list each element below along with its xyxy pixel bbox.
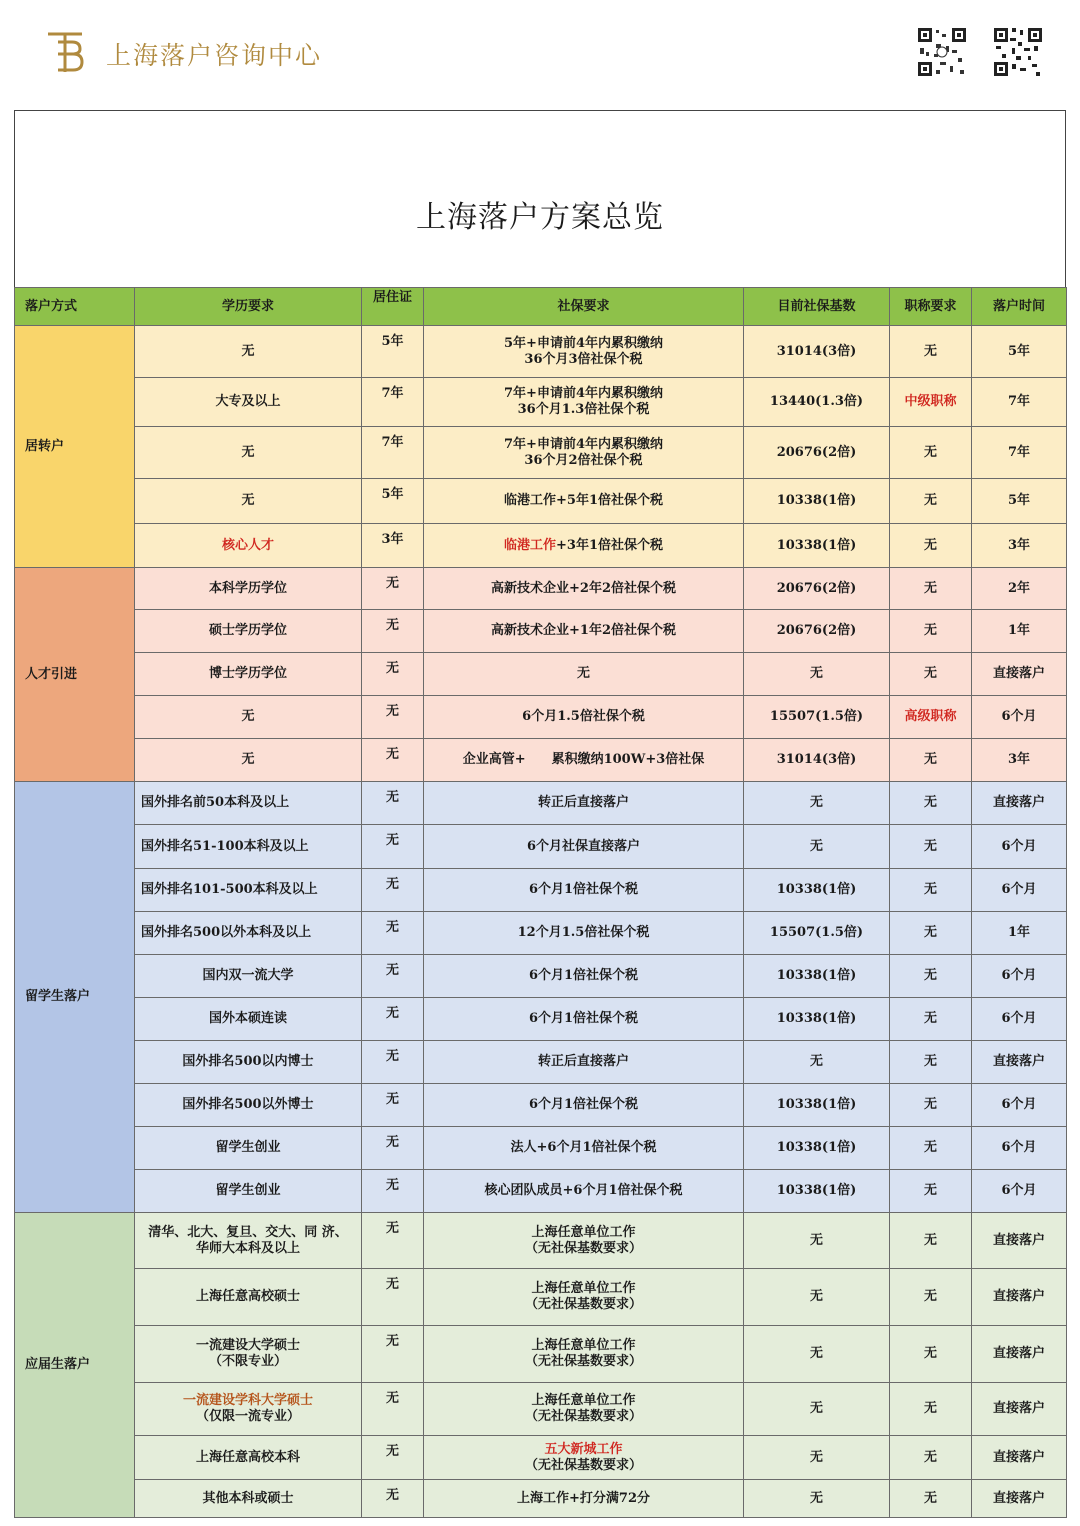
social-base-cell: 无 xyxy=(744,1436,890,1480)
table-row xyxy=(15,825,1067,869)
table-row xyxy=(15,1480,1067,1518)
social-security-cell: 临港工作+5年1倍社保个税 xyxy=(424,479,744,524)
table-row xyxy=(15,998,1067,1041)
social-base-cell: 无 xyxy=(744,1383,890,1436)
category-cell: 居转户 xyxy=(15,326,135,568)
title-requirement-cell: 无 xyxy=(890,869,972,912)
residence-permit-cell: 无 xyxy=(362,1480,424,1518)
table-row xyxy=(15,479,1067,524)
social-security-cell: 6个月1倍社保个税 xyxy=(424,955,744,998)
table-row xyxy=(15,326,1067,378)
table-row xyxy=(15,1383,1067,1436)
social-security-cell: 法人+6个月1倍社保个税 xyxy=(424,1127,744,1170)
social-base-cell: 20676(2倍) xyxy=(744,568,890,610)
social-base-cell: 31014(3倍) xyxy=(744,739,890,782)
social-base-cell: 10338(1倍) xyxy=(744,479,890,524)
column-header: 落户方式 xyxy=(15,288,135,326)
residence-permit-cell: 无 xyxy=(362,998,424,1041)
title-requirement-cell: 无 xyxy=(890,1127,972,1170)
residence-permit-cell: 无 xyxy=(362,653,424,696)
social-security-cell: 高新技术企业+2年2倍社保个税 xyxy=(424,568,744,610)
category-cell: 应届生落户 xyxy=(15,1213,135,1518)
title-requirement-cell: 无 xyxy=(890,1269,972,1326)
table-row xyxy=(15,696,1067,739)
settlement-time-cell: 1年 xyxy=(972,912,1067,955)
social-base-cell: 10338(1倍) xyxy=(744,1127,890,1170)
social-security-cell: 上海任意单位工作 （无社保基数要求） xyxy=(424,1383,744,1436)
social-security-cell: 6个月1倍社保个税 xyxy=(424,1084,744,1127)
title-requirement-cell: 无 xyxy=(890,912,972,955)
page-header xyxy=(0,0,1080,105)
education-cell: 博士学历学位 xyxy=(135,653,362,696)
settlement-time-cell: 直接落户 xyxy=(972,1480,1067,1518)
column-header: 学历要求 xyxy=(135,288,362,326)
education-note: （仅限一流专业） xyxy=(195,1409,300,1424)
social-base-cell: 15507(1.5倍) xyxy=(744,912,890,955)
settlement-time-cell: 5年 xyxy=(972,479,1067,524)
title-area xyxy=(14,110,1066,287)
title-requirement-cell: 无 xyxy=(890,1436,972,1480)
table-row xyxy=(15,568,1067,610)
education-cell: 核心人才 xyxy=(135,524,362,568)
social-base-cell: 31014(3倍) xyxy=(744,326,890,378)
title-requirement-cell: 无 xyxy=(890,998,972,1041)
education-cell: 国外本硕连读 xyxy=(135,998,362,1041)
social-security-cell: 无 xyxy=(424,653,744,696)
title-requirement-cell: 无 xyxy=(890,782,972,825)
settlement-time-cell: 直接落户 xyxy=(972,782,1067,825)
social-base-cell: 无 xyxy=(744,825,890,869)
education-cell: 国外排名500以内博士 xyxy=(135,1041,362,1084)
table-row xyxy=(15,1041,1067,1084)
social-security-cell: 高新技术企业+1年2倍社保个税 xyxy=(424,610,744,653)
settlement-time-cell: 直接落户 xyxy=(972,1383,1067,1436)
social-base-cell: 13440(1.3倍) xyxy=(744,378,890,427)
social-base-cell: 无 xyxy=(744,1269,890,1326)
education-cell: 国内双一流大学 xyxy=(135,955,362,998)
social-security-cell xyxy=(424,524,744,568)
social-security-cell: 转正后直接落户 xyxy=(424,1041,744,1084)
residence-permit-cell: 3年 xyxy=(362,524,424,568)
column-header: 居住证 xyxy=(362,288,424,326)
title-requirement-cell: 无 xyxy=(890,479,972,524)
social-security-cell: 上海任意单位工作 （无社保基数要求） xyxy=(424,1269,744,1326)
column-header: 目前社保基数 xyxy=(744,288,890,326)
education-cell: 留学生创业 xyxy=(135,1127,362,1170)
settlement-time-cell: 3年 xyxy=(972,524,1067,568)
education-cell: 其他本科或硕士 xyxy=(135,1480,362,1518)
settlement-time-cell: 3年 xyxy=(972,739,1067,782)
social-base-cell: 无 xyxy=(744,1041,890,1084)
title-requirement-cell: 高级职称 xyxy=(890,696,972,739)
settlement-time-cell: 6个月 xyxy=(972,1170,1067,1213)
title-requirement-cell: 无 xyxy=(890,653,972,696)
social-security-cell: 7年+申请前4年内累积缴纳 36个月2倍社保个税 xyxy=(424,427,744,479)
residence-permit-cell: 无 xyxy=(362,1383,424,1436)
residence-permit-cell: 无 xyxy=(362,1170,424,1213)
settlement-time-cell: 6个月 xyxy=(972,1127,1067,1170)
category-cell: 人才引进 xyxy=(15,568,135,782)
residence-permit-cell: 无 xyxy=(362,739,424,782)
title-requirement-cell: 无 xyxy=(890,825,972,869)
table-row xyxy=(15,782,1067,825)
settlement-time-cell: 直接落户 xyxy=(972,1269,1067,1326)
settlement-time-cell: 6个月 xyxy=(972,825,1067,869)
table-row xyxy=(15,1170,1067,1213)
education-cell: 无 xyxy=(135,479,362,524)
residence-permit-cell: 无 xyxy=(362,610,424,653)
social-base-cell: 15507(1.5倍) xyxy=(744,696,890,739)
social-base-cell: 无 xyxy=(744,1326,890,1383)
social-base-cell: 无 xyxy=(744,653,890,696)
social-base-cell: 10338(1倍) xyxy=(744,524,890,568)
table-row xyxy=(15,610,1067,653)
table-row xyxy=(15,1213,1067,1269)
settlement-time-cell: 5年 xyxy=(972,326,1067,378)
title-requirement-cell: 中级职称 xyxy=(890,378,972,427)
title-requirement-cell: 无 xyxy=(890,1041,972,1084)
social-security-cell: 转正后直接落户 xyxy=(424,782,744,825)
settlement-time-cell: 2年 xyxy=(972,568,1067,610)
settlement-table xyxy=(14,287,1067,1518)
social-base-cell: 无 xyxy=(744,782,890,825)
residence-permit-cell: 无 xyxy=(362,1269,424,1326)
table-row xyxy=(15,653,1067,696)
residence-permit-cell: 无 xyxy=(362,869,424,912)
table-row xyxy=(15,524,1067,568)
social-security-cell: 6个月1倍社保个税 xyxy=(424,869,744,912)
settlement-time-cell: 直接落户 xyxy=(972,653,1067,696)
settlement-time-cell: 6个月 xyxy=(972,1084,1067,1127)
column-header: 社保要求 xyxy=(424,288,744,326)
social-security-cell: 6个月1倍社保个税 xyxy=(424,998,744,1041)
social-base-cell: 10338(1倍) xyxy=(744,955,890,998)
education-cell: 大专及以上 xyxy=(135,378,362,427)
title-requirement-cell: 无 xyxy=(890,568,972,610)
settlement-time-cell: 直接落户 xyxy=(972,1326,1067,1383)
residence-permit-cell: 无 xyxy=(362,1436,424,1480)
social-security-cell: 7年+申请前4年内累积缴纳 36个月1.3倍社保个税 xyxy=(424,378,744,427)
education-cell xyxy=(135,1383,362,1436)
title-requirement-cell: 无 xyxy=(890,610,972,653)
title-requirement-cell: 无 xyxy=(890,1213,972,1269)
residence-permit-cell: 无 xyxy=(362,1084,424,1127)
residence-permit-cell: 5年 xyxy=(362,479,424,524)
residence-permit-cell: 无 xyxy=(362,1127,424,1170)
residence-permit-cell: 5年 xyxy=(362,326,424,378)
education-cell: 无 xyxy=(135,326,362,378)
table-row xyxy=(15,1436,1067,1480)
education-cell: 国外排名前50本科及以上 xyxy=(135,782,362,825)
settlement-time-cell: 1年 xyxy=(972,610,1067,653)
education-cell: 无 xyxy=(135,427,362,479)
education-cell: 国外排名101-500本科及以上 xyxy=(135,869,362,912)
education-cell: 上海任意高校硕士 xyxy=(135,1269,362,1326)
education-cell: 无 xyxy=(135,696,362,739)
residence-permit-cell: 无 xyxy=(362,568,424,610)
title-requirement-cell: 无 xyxy=(890,1326,972,1383)
settlement-time-cell: 6个月 xyxy=(972,696,1067,739)
education-cell: 无 xyxy=(135,739,362,782)
qr-code-icon[interactable] xyxy=(916,26,968,78)
education-cell: 清华、北大、复旦、交大、同 济、 华师大本科及以上 xyxy=(135,1213,362,1269)
residence-permit-cell: 无 xyxy=(362,1326,424,1383)
table-row xyxy=(15,378,1067,427)
social-security-cell xyxy=(424,1436,744,1480)
title-requirement-cell: 无 xyxy=(890,1084,972,1127)
social-base-cell: 无 xyxy=(744,1480,890,1518)
page-title: 上海落户方案总览 xyxy=(416,200,664,235)
social-base-cell: 20676(2倍) xyxy=(744,427,890,479)
education-cell: 国外排名51-100本科及以上 xyxy=(135,825,362,869)
social-security-cell: 上海任意单位工作 （无社保基数要求） xyxy=(424,1326,744,1383)
residence-permit-cell: 无 xyxy=(362,955,424,998)
social-security-cell: 12个月1.5倍社保个税 xyxy=(424,912,744,955)
social-security-cell: 6个月社保直接落户 xyxy=(424,825,744,869)
title-requirement-cell: 无 xyxy=(890,326,972,378)
social-security-cell: 上海任意单位工作 （无社保基数要求） xyxy=(424,1213,744,1269)
social-security-cell: 5年+申请前4年内累积缴纳 36个月3倍社保个税 xyxy=(424,326,744,378)
education-cell: 上海任意高校本科 xyxy=(135,1436,362,1480)
table-row xyxy=(15,1084,1067,1127)
settlement-time-cell: 直接落户 xyxy=(972,1213,1067,1269)
settlement-time-cell: 6个月 xyxy=(972,955,1067,998)
settlement-time-cell: 直接落户 xyxy=(972,1436,1067,1480)
table-row xyxy=(15,912,1067,955)
education-cell: 国外排名500以外博士 xyxy=(135,1084,362,1127)
social-security-highlight: 临港工作 xyxy=(504,537,557,553)
social-base-cell: 10338(1倍) xyxy=(744,1084,890,1127)
education-highlight: 一流建设学科大学硕士 xyxy=(182,1393,313,1408)
social-security-highlight: 五大新城工作 xyxy=(544,1441,623,1457)
title-requirement-cell: 无 xyxy=(890,427,972,479)
table-row xyxy=(15,1127,1067,1170)
social-base-cell: 10338(1倍) xyxy=(744,1170,890,1213)
residence-permit-cell: 无 xyxy=(362,1213,424,1269)
residence-permit-cell: 无 xyxy=(362,782,424,825)
category-cell: 留学生落户 xyxy=(15,782,135,1213)
table-row xyxy=(15,955,1067,998)
residence-permit-cell: 无 xyxy=(362,696,424,739)
title-requirement-cell: 无 xyxy=(890,524,972,568)
social-security-note: +3年1倍社保个税 xyxy=(556,537,663,553)
settlement-time-cell: 直接落户 xyxy=(972,1041,1067,1084)
settlement-time-cell: 6个月 xyxy=(972,869,1067,912)
title-requirement-cell: 无 xyxy=(890,955,972,998)
settlement-time-cell: 7年 xyxy=(972,378,1067,427)
table-header-row xyxy=(15,288,1067,326)
social-base-cell: 无 xyxy=(744,1213,890,1269)
social-security-cell: 上海工作+打分满72分 xyxy=(424,1480,744,1518)
title-requirement-cell: 无 xyxy=(890,1170,972,1213)
column-header: 落户时间 xyxy=(972,288,1067,326)
social-security-cell: 企业高管+ 累积缴纳100W+3倍社保 xyxy=(424,739,744,782)
title-requirement-cell: 无 xyxy=(890,1383,972,1436)
social-security-cell: 6个月1.5倍社保个税 xyxy=(424,696,744,739)
tb-monogram-icon xyxy=(44,28,86,76)
table-row xyxy=(15,869,1067,912)
table-row xyxy=(15,427,1067,479)
table-row xyxy=(15,739,1067,782)
title-requirement-cell: 无 xyxy=(890,1480,972,1518)
education-cell: 一流建设大学硕士 （不限专业） xyxy=(135,1326,362,1383)
residence-permit-cell: 无 xyxy=(362,1041,424,1084)
social-base-cell: 20676(2倍) xyxy=(744,610,890,653)
residence-permit-cell: 无 xyxy=(362,912,424,955)
residence-permit-cell: 7年 xyxy=(362,378,424,427)
table-row xyxy=(15,1269,1067,1326)
education-cell: 本科学历学位 xyxy=(135,568,362,610)
social-base-cell: 10338(1倍) xyxy=(744,998,890,1041)
residence-permit-cell: 无 xyxy=(362,825,424,869)
settlement-time-cell: 7年 xyxy=(972,427,1067,479)
brand-name: 上海落户咨询中心 xyxy=(106,41,323,70)
settlement-time-cell: 6个月 xyxy=(972,998,1067,1041)
title-requirement-cell: 无 xyxy=(890,739,972,782)
education-cell: 硕士学历学位 xyxy=(135,610,362,653)
column-header: 职称要求 xyxy=(890,288,972,326)
social-base-cell: 10338(1倍) xyxy=(744,869,890,912)
social-security-cell: 核心团队成员+6个月1倍社保个税 xyxy=(424,1170,744,1213)
social-security-note: （无社保基数要求） xyxy=(524,1457,642,1473)
education-cell: 国外排名500以外本科及以上 xyxy=(135,912,362,955)
qr-code-icon[interactable] xyxy=(992,26,1044,78)
education-cell: 留学生创业 xyxy=(135,1170,362,1213)
table-row xyxy=(15,1326,1067,1383)
residence-permit-cell: 7年 xyxy=(362,427,424,479)
